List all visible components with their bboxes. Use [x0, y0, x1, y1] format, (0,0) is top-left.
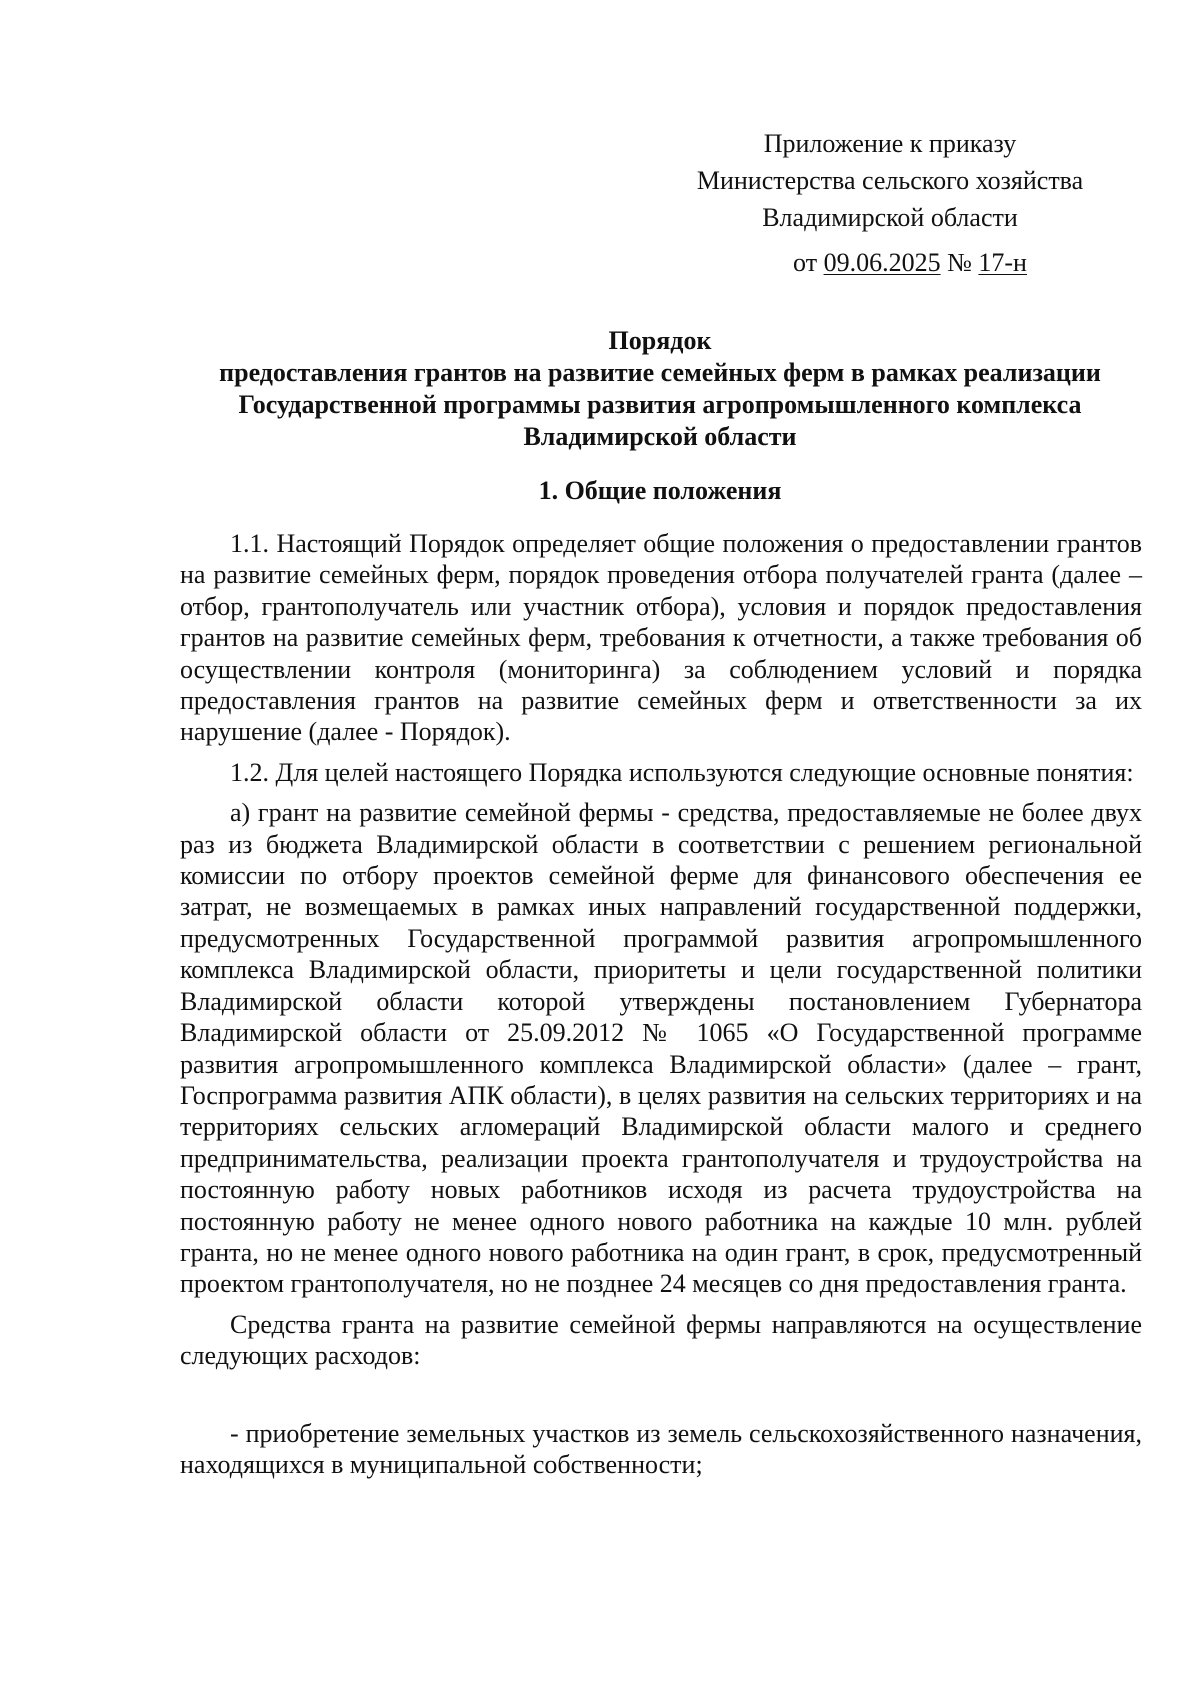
paragraph-a: а) грант на развитие семейной фермы - средства, предоставляемые не более двух раз из бюджета Владимирской области в соответствии с решением региональной комиссии по отбору проектов семейной ферме для финансового обеспечения ее затрат, не возмещаемых в рамках иных направлений государственной поддержки, предусмотренных Государственной программой развития агропромышленного комплекса Владимирской области, приоритеты и цели государственной политики Владимирской области которой утверждены постановлением Губернатора Владимирской области от 25.09.2012 № 1065 «О Государственной программе развития агропромышленного комплекса Владимирской области» (далее – грант, Госпрограмма развития АПК области), в целях развития на сельских территориях и на территориях сельских агломераций Владимирской области малого и среднего предпринимательства, реализации проекта грантополучателя и трудоустройства на постоянную работу новых работников исходя из расчета трудоустройства на постоянную работу не менее одного нового работника на каждые 10 млн. рублей гранта, но не менее одного нового работника на один грант, в срок, предусмотренный проектом грантополучателя, но не позднее 24 месяцев со дня предоставления гранта. — [180, 798, 1142, 1299]
appendix-header — [680, 125, 1100, 281]
paragraph-1-1: 1.1. Настоящий Порядок определяет общие положения о предоставлении грантов на развитие семейных ферм, порядок проведения отбора получателей гранта (далее – отбор, грантополучатель или участник отбора), условия и порядок предоставления грантов на развитие семейных ферм, требования к отчетности, а также требования об осуществлении контроля (мониторинга) за соблюдением условий и порядка предоставления грантов на развитие семейных ферм и ответственности за их нарушение (далее - Порядок). — [180, 529, 1142, 747]
title-line-2: предоставления грантов на развитие семейных ферм в рамках реализации — [219, 358, 1101, 387]
appendix-line-3: Владимирской области — [762, 203, 1018, 232]
paragraph-land-purchase: - приобретение земельных участков из земель сельскохозяйственного назначения, находящихся в муниципальной собственности; — [180, 1418, 1142, 1479]
order-date-line — [680, 244, 1100, 281]
appendix-line-1: Приложение к приказу — [763, 129, 1017, 158]
title-line-4: Владимирской области — [523, 422, 797, 451]
appendix-line-2: Министерства сельского хозяйства — [696, 166, 1084, 195]
title-line-3: Государственной программы развития агропромышленного комплекса — [238, 390, 1082, 419]
paragraph-expenses: Средства гранта на развитие семейной фермы направляются на осуществление следующих расходов: — [180, 1309, 1142, 1371]
document-title — [180, 325, 1140, 453]
document-body — [180, 528, 1142, 1489]
order-number: 17-н — [978, 248, 1027, 277]
number-sign: № — [947, 248, 972, 277]
paragraph-1-2: 1.2. Для целей настоящего Порядка используются следующие основные понятия: — [230, 757, 1134, 787]
date-prefix: от — [793, 248, 818, 277]
order-date: 09.06.2025 — [823, 248, 941, 277]
title-line-1: Порядок — [608, 326, 712, 355]
section-heading: 1. Общие положения — [538, 476, 782, 505]
